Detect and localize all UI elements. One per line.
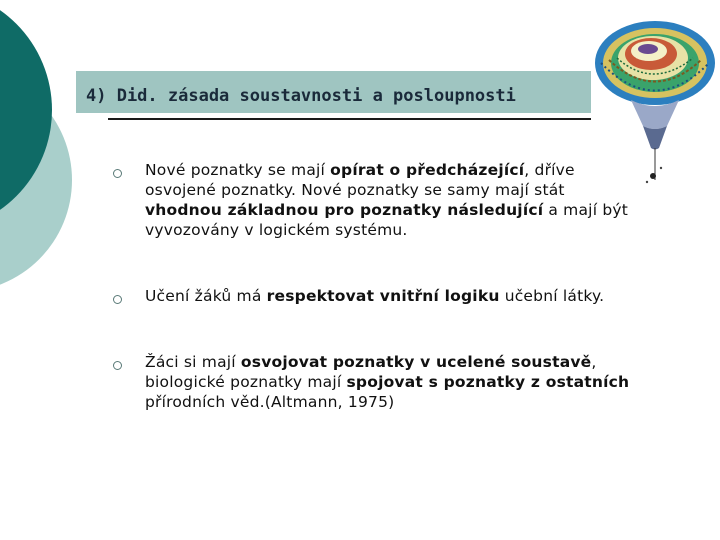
bullet-segment: Žáci si mají xyxy=(145,353,241,371)
bullet-circle-icon xyxy=(113,361,122,370)
bullet-segment: učební látky. xyxy=(499,287,605,305)
title-underline xyxy=(108,118,618,120)
bullet-circle-icon xyxy=(113,295,122,304)
bullet-circle-icon xyxy=(113,169,122,178)
bullet-bold-segment: osvojovat poznatky v ucelené soustavě xyxy=(240,353,592,371)
bullet-bold-segment: respektovat vnitřní logiku xyxy=(266,287,500,305)
bullet-segment: přírodních věd.(Altmann, 1975) xyxy=(145,393,395,411)
bullet-text xyxy=(145,286,640,306)
bullet-segment: , biologické poznatky mají xyxy=(145,353,597,391)
bullet-segment: Učení žáků má xyxy=(145,287,267,305)
bullet-text xyxy=(145,352,640,412)
slide-title: 4) Did. zásada soustavnosti a posloupnosti xyxy=(86,86,516,106)
bullet-bold-segment: opírat o předcházející xyxy=(330,161,525,179)
bullet-segment: Nové poznatky se mají xyxy=(145,161,331,179)
bullet-bold-segment: vhodnou základnou pro poznatky následující xyxy=(145,201,544,219)
bullet-text xyxy=(145,160,640,240)
bullet-segment: a mají být vyvozovány v logickém systému. xyxy=(145,201,629,239)
bullet-bold-segment: spojovat s poznatky z ostatních xyxy=(346,373,630,391)
bullet-segment: , dříve osvojené poznatky. Nové poznatky se samy mají stát xyxy=(145,161,575,199)
